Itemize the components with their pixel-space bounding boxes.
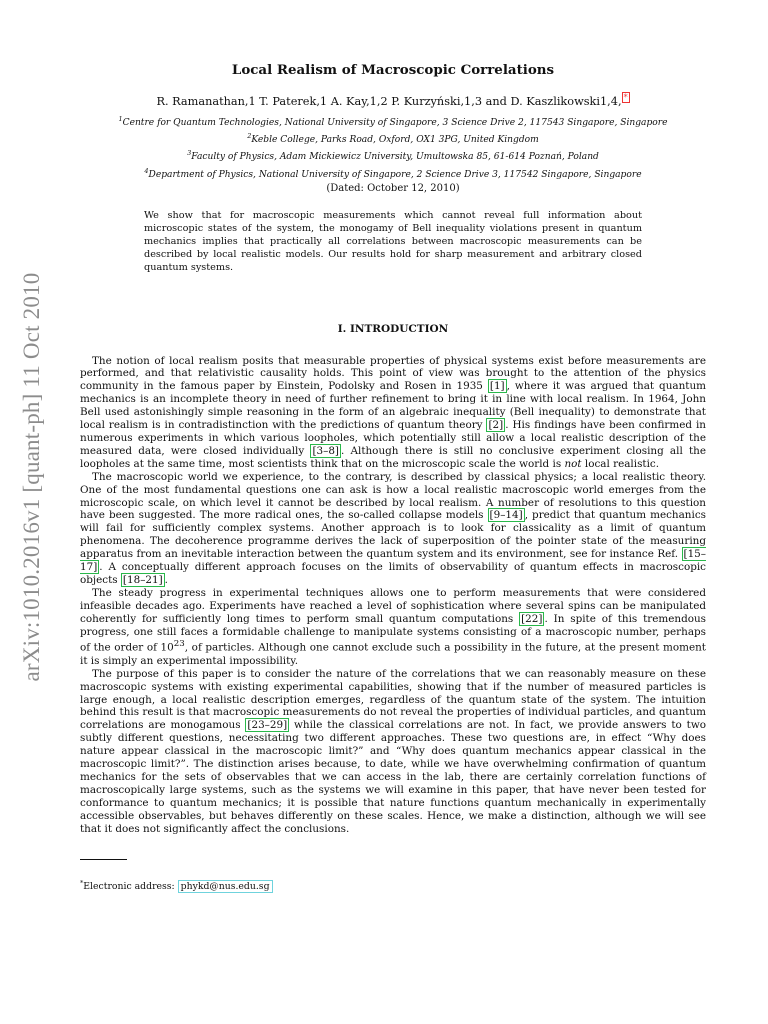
emphasis-not: not xyxy=(564,457,582,470)
email-link[interactable]: phykd@nus.edu.sg xyxy=(178,880,273,893)
paper-title: Local Realism of Macroscopic Correlations xyxy=(231,62,555,78)
citation-link[interactable]: [9–14] xyxy=(489,509,523,522)
paragraph-3: The steady progress in experimental techniques allows one to perform measurements that were considered infeasible decades ago. Experiments have reached a level of sophistication where several spins can be manipulated coherently for sufficiently long times to perform small quantum computations [22] . In spite of this tremendous progress, one still faces a formidable challenge to manipulate systems consisting of a macroscopic number, perhaps of the order of $10^{23}$, of particles. Although one cannot exclude such a possibility in the future, at the present moment it is simply an experimental impossibility. xyxy=(80,586,706,667)
citation-link[interactable]: [23–29] xyxy=(247,719,288,732)
section-heading: I. INTRODUCTION xyxy=(337,322,449,335)
citation-link[interactable]: [18–21] xyxy=(122,573,163,586)
paragraph-2: The macroscopic world we experience, to the contrary, is described by classical physics; a local realistic theory. One of the most fundamental questions one can ask is how a local realistic macroscopic world emerges from the microscopic scale, on which level it cannot be described by local realism. A number of resolutions to this question have been suggested. The more radical ones, the so-called collapse models [9–14] , predict that quantum mechanics will fail for sufficiently complex systems. Another approach is to look for classicality as a limit of quantum phenomena. The decoherence programme derives the lack of superposition of the pointer state of the measuring apparatus from an inevitable interaction between the quantum system and its environment, see for instance Ref. [15–17] . A conceptually different approach focuses on the limits of observability of quantum effects in macroscopic objects [18–21] . xyxy=(80,470,706,586)
paper-page xyxy=(80,62,706,892)
author-list xyxy=(80,92,706,108)
affiliation-2: $^2$Keble College, Parks Road, Oxford, OX1 3PG, United Kingdom xyxy=(247,132,539,146)
citation-link[interactable]: [3–8] xyxy=(312,444,339,457)
citation-link[interactable]: [15–17] xyxy=(80,548,706,574)
date-line: (Dated: October 12, 2010) xyxy=(326,183,460,195)
author-footnote-link[interactable]: * xyxy=(623,93,628,102)
arxiv-sidebar-stamp xyxy=(14,262,50,692)
paragraph-4: The purpose of this paper is to consider the nature of the correlations that we can reasonably measure on these macroscopic systems with existing experimental capabilities, showing that if the number of measured particles is large enough, a local realistic description emerges, regardless of the quantum state of the system. The intuition behind this result is that macroscopic measurements do not reveal the properties of individual particles, and quantum correlations are monogamous [23–29] while the classical correlations are not. In fact, we provide answers to two subtly different questions, necessitating two different approaches. These two questions are, in effect “Why does nature appear classical in the macroscopic limit?” and “Why does quantum mechanics appear classical in the macroscopic limit?”. The distinction arises because, to date, while we have overwhelming confirmation of quantum mechanics for the sets of observables that we can access in the lab, there are certainly correlation functions of macroscopically large systems, such as the systems we will examine in this paper, that have never been tested for conformance to quantum mechanics; it is possible that nature functions quantum mechanically in experimentally accessible observables, but behaves differently on these scales. Hence, we make a distinction, although we will see that it does not significantly affect the conclusions. xyxy=(80,667,706,835)
exponent: 23 xyxy=(173,639,185,650)
citation-link[interactable]: [2] xyxy=(488,419,504,432)
affiliation-1: $^1$Centre for Quantum Technologies, National University of Singapore, 3 Science Drive 2, 117543 Singapore, Singapore xyxy=(118,114,668,128)
footnote: *Electronic address: phykd@nus.edu.sg xyxy=(80,879,706,892)
affiliations xyxy=(80,113,706,182)
citation-link[interactable]: [1] xyxy=(489,380,505,393)
authors-text: R. Ramanathan,1 T. Paterek,1 A. Kay,1,2 P. Kurzyński,1,3 and D. Kaszlikowski1,4, xyxy=(156,94,622,108)
citation-link[interactable]: [22] xyxy=(521,612,543,625)
affiliation-3: $^3$Faculty of Physics, Adam Mickiewicz University, Umultowska 85, 61-614 Poznań, Poland xyxy=(187,149,599,163)
footnote-divider xyxy=(80,859,127,860)
affiliation-4: $^4$Department of Physics, National University of Singapore, 2 Science Drive 3, 117542 Singapore, Singapore xyxy=(144,166,642,180)
arxiv-identifier: arXiv:1010.2016v1 [quant-ph] 11 Oct 2010 xyxy=(19,272,44,682)
paragraph-1: The notion of local realism posits that measurable properties of physical systems exist before measurements are performed, and that relativistic causality holds. This point of view was brought to the attention of the physics community in the famous paper by Einstein, Podolsky and Rosen in 1935 [1] , where it was argued that quantum mechanics is an incomplete theory in need of further refinement to bring it in line with local realism. In 1964, John Bell used astonishingly simple reasoning in the form of an algebraic inequality (Bell inequality) to demonstrate that local realism is in contradistinction with the predictions of quantum theory [2] . His findings have been confirmed in numerous experiments in which various loopholes, which potentially still allow a local realistic description of the measured data, were closed individually [3–8] . Although there is still no conclusive experiment closing all the loopholes at the same time, most scientists think that on the microscopic scale the world is not local realistic. xyxy=(80,354,706,470)
abstract: We show that for macroscopic measurements which cannot reveal full information about microscopic states of the system, the monogamy of Bell inequality violations present in quantum mechanics implies that practically all correlations between macroscopic measurements can be described by local realistic models. Our results hold for sharp measurement and arbitrary closed quantum systems. xyxy=(144,210,642,274)
introduction-body xyxy=(80,355,706,836)
